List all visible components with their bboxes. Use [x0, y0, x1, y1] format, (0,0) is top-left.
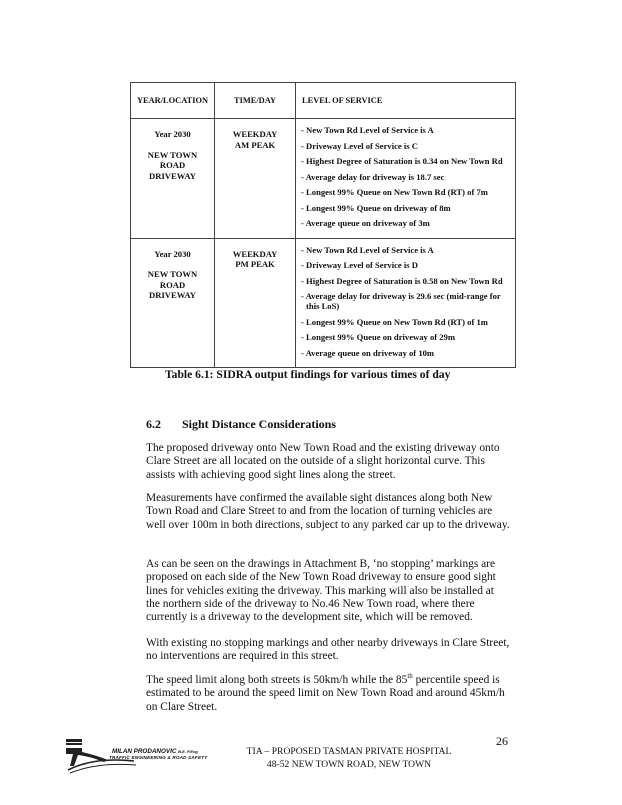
- finding-item: - New Town Rd Level of Service is A: [301, 244, 434, 255]
- table-caption: Table 6.1: SIDRA output findings for various times of day: [165, 368, 451, 381]
- finding-item: - Longest 99% Queue on driveway of 8m: [301, 202, 451, 213]
- findings-cell: [296, 238, 516, 368]
- location-line: DRIVEWAY: [149, 290, 196, 300]
- location-line: ROAD: [159, 160, 186, 170]
- finding-item: - Average queue on driveway of 3m: [301, 218, 430, 228]
- paragraph-text: Measurements have confirmed the available sight distances along both New Town Road and Clare Street to and from the location of turning vehicles are well over 100m in both directions, subject to any parked car up to the driveway.: [146, 492, 510, 531]
- paragraph-text: As can be seen on the drawings in Attachment B, ‘no stopping’ markings are proposed on each side of the New Town Road driveway to ensure good sight lines for vehicles exiting the driveway. This marking will also be installed at the northern side of the driveway to No.46 New Town road, where there currently is a driveway to the development site, which will be removed.: [146, 558, 496, 624]
- section-number: 6.2: [146, 417, 161, 431]
- location-line: NEW TOWN: [147, 149, 198, 160]
- paragraph-text: [146, 674, 510, 714]
- location-line: ROAD: [159, 279, 186, 290]
- section-heading: [146, 417, 336, 432]
- footer: [220, 745, 478, 771]
- superscript: th: [407, 672, 413, 681]
- location-line: DRIVEWAY: [149, 170, 196, 181]
- page-number: 26: [496, 734, 508, 748]
- header-time-day: TIME/DAY: [215, 83, 296, 119]
- findings-list: [297, 240, 514, 367]
- paragraph-text: The proposed driveway onto New Town Road and the existing driveway onto Clare Street are all located on the outside of a slight horizontal curve. This assists with achieving good sight lines along the street.: [146, 442, 500, 481]
- header-year-location: YEAR/LOCATION: [131, 83, 215, 119]
- paragraph: [146, 674, 510, 714]
- sidra-results-table: [130, 82, 516, 368]
- time-line: AM PEAK: [234, 139, 276, 150]
- paragraph: [146, 442, 510, 482]
- time-line: WEEKDAY: [232, 129, 278, 139]
- finding-item: - Longest 99% Queue on New Town Rd (RT) of 7m: [301, 187, 488, 197]
- year-label: Year 2030: [154, 248, 191, 259]
- finding-item: - Driveway Level of Service is C: [301, 140, 418, 151]
- location-cell: [131, 238, 215, 368]
- time-cell: [215, 238, 296, 368]
- speed-text-2: percentile speed is estimated to be around the speed limit on New Town Road and around 45km/h on Clare Street.: [146, 674, 505, 713]
- finding-item: - Average delay for driveway is 18.7 sec: [301, 171, 445, 182]
- findings-cell: [296, 119, 516, 239]
- year-label: Year 2030: [154, 129, 191, 139]
- table-row: [131, 238, 516, 368]
- location-cell: [131, 119, 215, 239]
- finding-item: - Average queue on driveway of 10m: [301, 347, 435, 358]
- footer-line-2: 48-52 NEW TOWN ROAD, NEW TOWN: [266, 759, 432, 770]
- finding-item: - Highest Degree of Saturation is 0.58 on New Town Rd: [301, 275, 503, 286]
- location-line: NEW TOWN: [147, 269, 198, 279]
- time-cell: [215, 119, 296, 239]
- logo-suffix: B.E. P.Eng: [178, 749, 198, 754]
- logo-name: MILAN PRODANOVIC B.E. P.Eng: [112, 748, 198, 755]
- paragraph: [146, 637, 510, 664]
- table-row: [131, 119, 516, 239]
- paragraph: [146, 492, 510, 532]
- finding-item: - New Town Rd Level of Service is A: [301, 125, 434, 135]
- logo-tagline: TRAFFIC ENGINEERING & ROAD SAFETY: [109, 755, 208, 760]
- paragraph: [146, 558, 510, 624]
- finding-item: - Longest 99% Queue on driveway of 29m: [301, 332, 456, 342]
- time-line: PM PEAK: [235, 259, 275, 269]
- speed-text-1: The speed limit along both streets is 50km/h while the 85: [146, 674, 408, 686]
- finding-item: - Driveway Level of Service is D: [301, 260, 418, 270]
- paragraph-text: With existing no stopping markings and other nearby driveways in Clare Street, no interventions are required in this street.: [146, 637, 510, 663]
- finding-item: - Average delay for driveway is 29.6 sec (mid-range for this LoS): [301, 291, 501, 311]
- header-level-of-service: LEVEL OF SERVICE: [296, 83, 516, 119]
- finding-item: - Highest Degree of Saturation is 0.34 on New Town Rd: [301, 156, 503, 166]
- findings-list: [297, 120, 514, 237]
- finding-item: - Longest 99% Queue on New Town Rd (RT) of 1m: [301, 316, 488, 327]
- time-line: WEEKDAY: [232, 248, 278, 259]
- footer-line-1: TIA – PROPOSED TASMAN PRIVATE HOSPITAL: [246, 746, 452, 757]
- section-title: Sight Distance Considerations: [182, 417, 337, 431]
